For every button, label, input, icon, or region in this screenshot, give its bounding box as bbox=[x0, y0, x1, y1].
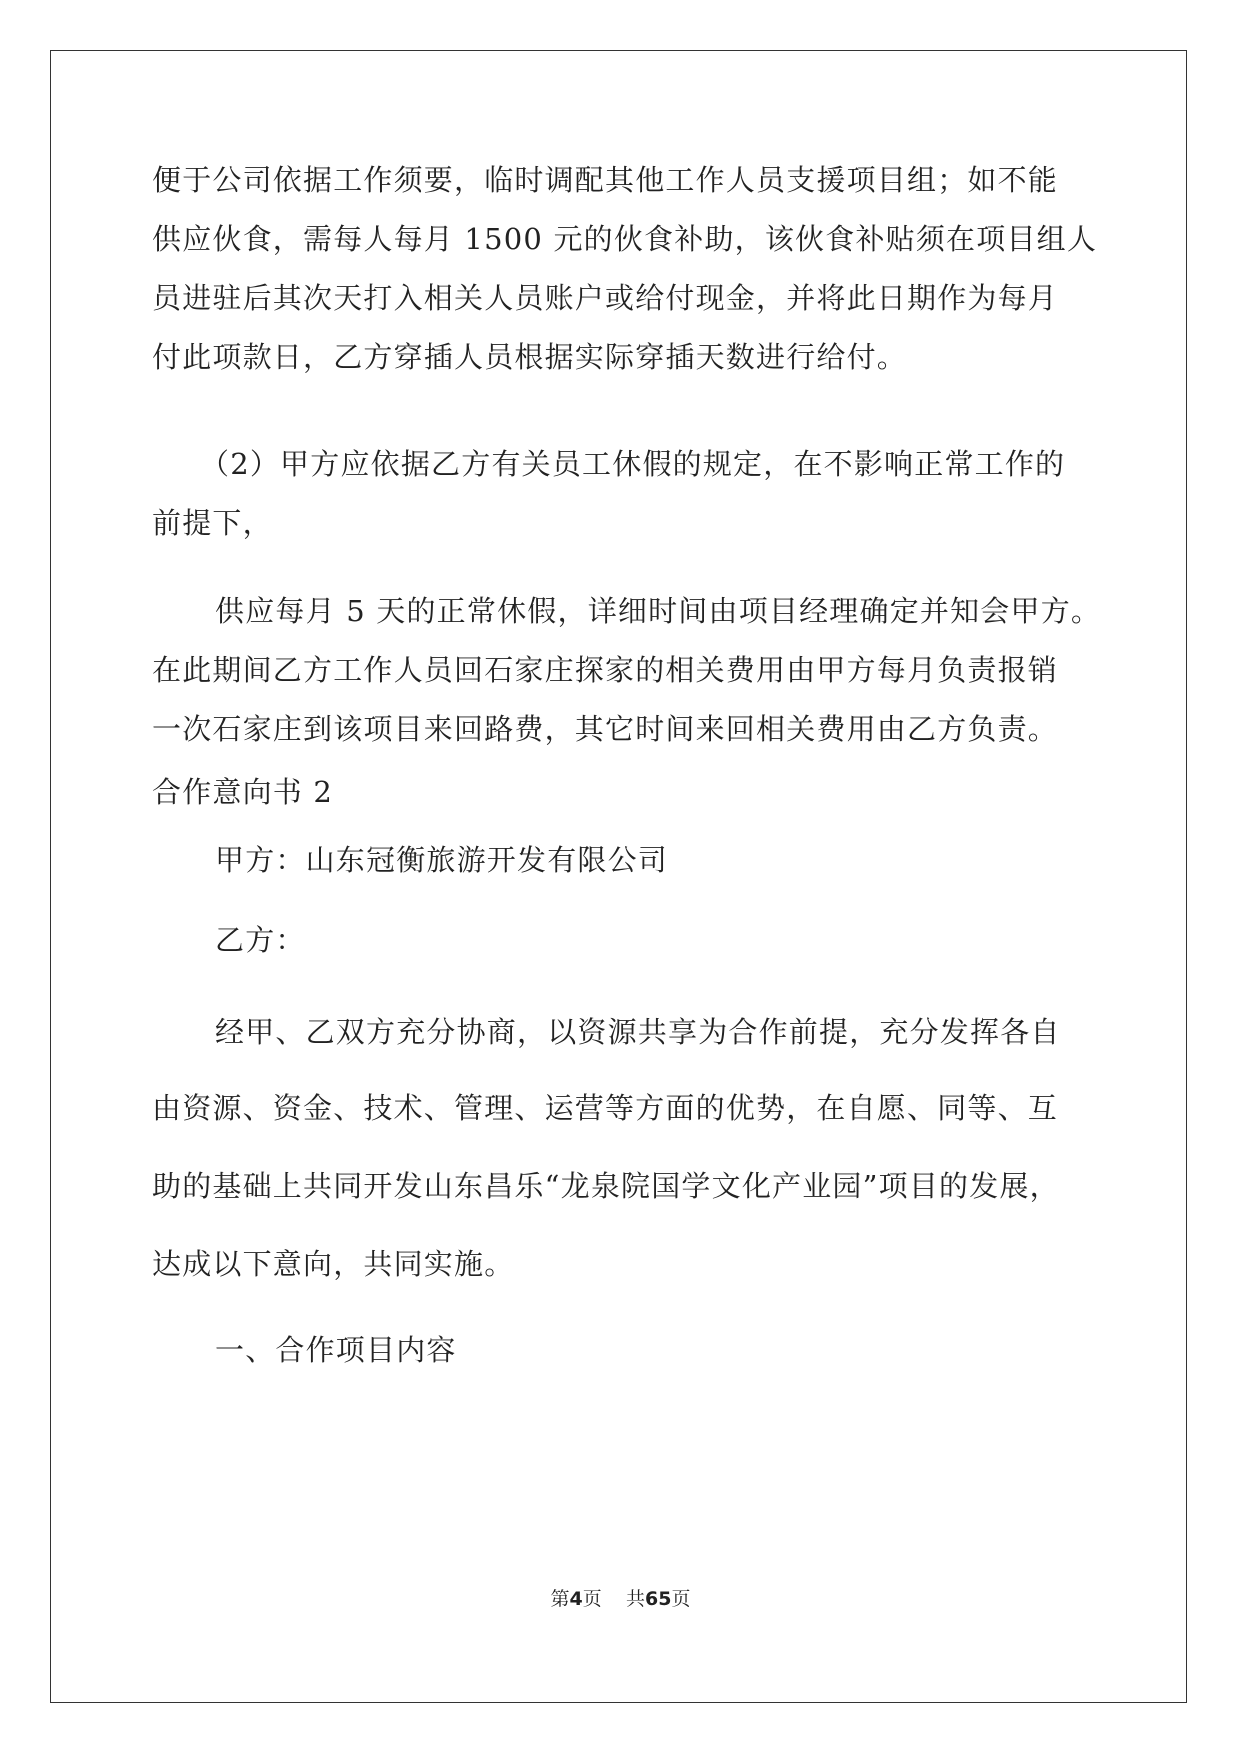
page-prefix: 第 bbox=[550, 1588, 570, 1610]
total-suffix: 页 bbox=[671, 1588, 691, 1610]
paragraph-line: 助的基础上共同开发山东昌乐“龙泉院国学文化产业园”项目的发展， bbox=[152, 1169, 1060, 1203]
paragraph-line: 供应伙食，需每人每月 1500 元的伙食补助，该伙食补贴须在项目组人 bbox=[152, 222, 1098, 256]
paragraph-line: 在此期间乙方工作人员回石家庄探家的相关费用由甲方每月负责报销 bbox=[152, 653, 1059, 687]
paragraph-line: （2）甲方应依据乙方有关员工休假的规定，在不影响正常工作的 bbox=[200, 447, 1066, 481]
paragraph-line: 付此项款日，乙方穿插人员根据实际穿插天数进行给付。 bbox=[152, 340, 908, 374]
party-b-line: 乙方： bbox=[215, 923, 306, 957]
subsection-heading: 一、合作项目内容 bbox=[215, 1333, 457, 1367]
paragraph-line: 便于公司依据工作须要，临时调配其他工作人员支援项目组；如不能 bbox=[152, 163, 1059, 197]
total-pages: 65 bbox=[644, 1588, 672, 1610]
paragraph-line: 前提下， bbox=[152, 506, 273, 540]
page-suffix: 页 bbox=[582, 1588, 602, 1610]
paragraph-line: 员进驻后其次天打入相关人员账户或给付现金，并将此日期作为每月 bbox=[152, 281, 1059, 315]
page-footer bbox=[0, 1587, 1241, 1611]
paragraph-line: 一次石家庄到该项目来回路费，其它时间来回相关费用由乙方负责。 bbox=[152, 712, 1059, 746]
paragraph-line: 经甲、乙双方充分协商，以资源共享为合作前提，充分发挥各自 bbox=[215, 1015, 1061, 1049]
section-heading: 合作意向书 2 bbox=[152, 775, 334, 809]
total-prefix: 共 bbox=[625, 1588, 645, 1610]
paragraph-line: 供应每月 5 天的正常休假，详细时间由项目经理确定并知会甲方。 bbox=[215, 594, 1102, 628]
paragraph-line: 由资源、资金、技术、管理、运营等方面的优势，在自愿、同等、互 bbox=[152, 1091, 1059, 1125]
party-a-line: 甲方：山东冠衡旅游开发有限公司 bbox=[215, 843, 669, 877]
page-number: 4 bbox=[569, 1588, 583, 1610]
paragraph-line: 达成以下意向，共同实施。 bbox=[152, 1247, 515, 1281]
